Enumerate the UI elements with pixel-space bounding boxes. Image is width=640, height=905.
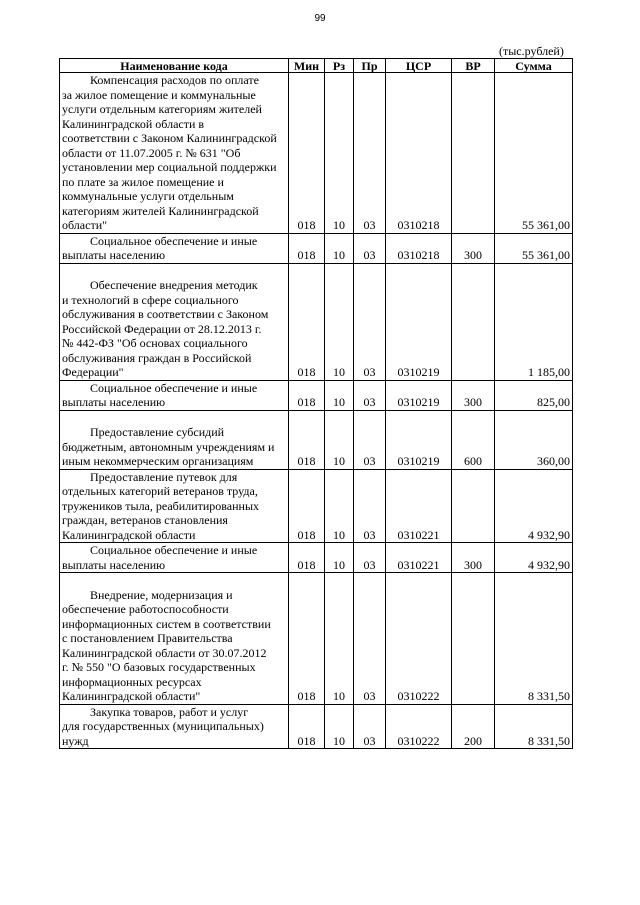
row-csr: 0310222 (386, 704, 452, 749)
row-amount: 360,00 (495, 410, 573, 469)
row-csr: 0310221 (386, 469, 452, 543)
row-name-line: Калининградской области" (62, 689, 201, 703)
row-name-line (62, 264, 286, 279)
row-min: 018 (289, 543, 325, 573)
header-min: Мин (289, 59, 325, 73)
row-name-line: № 442-ФЗ "Об основах социального (62, 336, 248, 350)
row-vr (452, 73, 495, 234)
row-name-line: области от 11.07.2005 г. № 631 "Об (62, 145, 241, 160)
row-name-line: Калининградской области от 30.07.2012 (62, 645, 267, 660)
row-pr: 03 (354, 263, 386, 380)
table-row (60, 410, 573, 469)
row-name-line: соответствии с Законом Калининградской (62, 131, 277, 145)
row-name-line: услуги отдельным категориям жителей (62, 102, 262, 116)
row-name-line: коммунальные услуги отдельным (62, 189, 234, 203)
row-name (60, 573, 289, 705)
row-name-line: отдельных категорий ветеранов труда, (62, 484, 258, 498)
row-vr (452, 469, 495, 543)
row-name-line: иным некоммерческим организациям (62, 454, 254, 468)
row-amount: 55 361,00 (495, 233, 573, 263)
row-rz: 10 (325, 469, 354, 543)
row-rz: 10 (325, 233, 354, 263)
row-name-line: выплаты населению (62, 395, 166, 409)
row-pr: 03 (354, 380, 386, 410)
row-name-line: Российской Федерации от 28.12.2013 г. (62, 321, 262, 336)
row-amount: 55 361,00 (495, 73, 573, 234)
row-name-line: Социальное обеспечение и иные (90, 380, 258, 395)
row-name-line: категориям жителей Калининградской (62, 203, 259, 218)
header-rz: Рз (325, 59, 354, 73)
row-csr: 0310222 (386, 573, 452, 705)
row-amount: 8 331,50 (495, 573, 573, 705)
row-rz: 10 (325, 380, 354, 410)
row-name-line: области" (62, 218, 108, 232)
row-name (60, 469, 289, 543)
row-vr: 600 (452, 410, 495, 469)
row-name-line: установлении мер социальной поддержки (62, 160, 277, 174)
row-name-line: Федерации" (62, 365, 124, 379)
row-min: 018 (289, 704, 325, 749)
units-label: (тыс.рублей) (499, 44, 564, 58)
table-row (60, 73, 573, 234)
row-rz: 10 (325, 263, 354, 380)
row-amount: 4 932,90 (495, 543, 573, 573)
row-name-line: Социальное обеспечение и иные (90, 233, 258, 248)
header-amount: Сумма (495, 59, 573, 73)
row-amount: 825,00 (495, 380, 573, 410)
row-name-line: для государственных (муниципальных) (62, 719, 264, 733)
row-name-line: информационных систем в соответствии (62, 616, 271, 631)
row-name-line: Предоставление путевок для (90, 469, 238, 484)
row-name-line (62, 573, 286, 588)
row-csr: 0310219 (386, 410, 452, 469)
row-pr: 03 (354, 410, 386, 469)
row-name-line: г. № 550 "О базовых государственных (62, 660, 256, 674)
row-vr: 200 (452, 704, 495, 749)
row-vr (452, 573, 495, 705)
row-csr: 0310219 (386, 380, 452, 410)
row-amount: 1 185,00 (495, 263, 573, 380)
row-name-line: граждан, ветеранов становления (62, 513, 228, 527)
row-min: 018 (289, 73, 325, 234)
row-name-line: и технологий в сфере социального (62, 292, 239, 307)
row-vr (452, 263, 495, 380)
header-csr: ЦСР (386, 59, 452, 73)
row-csr: 0310218 (386, 233, 452, 263)
row-pr: 03 (354, 543, 386, 573)
header-row (60, 59, 573, 73)
row-csr: 0310218 (386, 73, 452, 234)
row-pr: 03 (354, 573, 386, 705)
row-name-line: Социальное обеспечение и иные (90, 543, 258, 557)
row-name-line: Калининградской области (62, 527, 196, 542)
row-name-line: с постановлением Правительства (62, 631, 233, 645)
row-name (60, 410, 289, 469)
row-min: 018 (289, 233, 325, 263)
row-pr: 03 (354, 704, 386, 749)
row-amount: 8 331,50 (495, 704, 573, 749)
row-name-line: бюджетным, автономным учреждениям и (62, 439, 275, 454)
header-vr: ВР (452, 59, 495, 73)
table-row (60, 704, 573, 749)
row-name-line: тружеников тыла, реабилитированных (62, 498, 260, 513)
row-name-line: информационных ресурсах (62, 674, 202, 689)
row-name-line: Внедрение, модернизация и (90, 587, 233, 602)
row-name-line: выплаты населению (62, 557, 166, 572)
row-name-line: Калининградской области в (62, 116, 205, 131)
row-name-line: обслуживания граждан в Российской (62, 350, 252, 365)
row-name-line: обеспечение работоспособности (62, 602, 229, 616)
row-min: 018 (289, 263, 325, 380)
row-name (60, 543, 289, 573)
row-name (60, 263, 289, 380)
row-rz: 10 (325, 543, 354, 573)
row-amount: 4 932,90 (495, 469, 573, 543)
row-vr: 300 (452, 543, 495, 573)
row-name-line: за жилое помещение и коммунальные (62, 87, 256, 102)
row-name-line: нужд (62, 733, 89, 748)
row-rz: 10 (325, 73, 354, 234)
table-row (60, 469, 573, 543)
row-pr: 03 (354, 469, 386, 543)
row-rz: 10 (325, 573, 354, 705)
row-name-line: Закупка товаров, работ и услуг (90, 704, 249, 719)
row-rz: 10 (325, 704, 354, 749)
row-name-line: Предоставление субсидий (90, 425, 225, 439)
row-name (60, 73, 289, 234)
budget-table (59, 58, 573, 749)
table-row (60, 573, 573, 705)
row-min: 018 (289, 469, 325, 543)
table-row (60, 380, 573, 410)
table-row (60, 263, 573, 380)
table-row (60, 233, 573, 263)
row-rz: 10 (325, 410, 354, 469)
row-name-line: обслуживания в соответствии с Законом (62, 307, 269, 321)
row-name (60, 233, 289, 263)
row-name-line (62, 411, 286, 426)
row-name-line: по плате за жилое помещение и (62, 174, 224, 189)
header-name: Наименование кода (60, 59, 289, 73)
row-name (60, 704, 289, 749)
row-pr: 03 (354, 73, 386, 234)
row-min: 018 (289, 573, 325, 705)
row-name (60, 380, 289, 410)
header-pr: Пр (354, 59, 386, 73)
table-row (60, 543, 573, 573)
row-name-line: Обеспечение внедрения методик (90, 278, 258, 292)
row-vr: 300 (452, 233, 495, 263)
row-name-line: выплаты населению (62, 248, 166, 262)
row-name-line: Компенсация расходов по оплате (90, 73, 259, 87)
row-min: 018 (289, 380, 325, 410)
row-pr: 03 (354, 233, 386, 263)
row-csr: 0310219 (386, 263, 452, 380)
row-min: 018 (289, 410, 325, 469)
page-number: 99 (314, 13, 326, 24)
row-vr: 300 (452, 380, 495, 410)
row-csr: 0310221 (386, 543, 452, 573)
